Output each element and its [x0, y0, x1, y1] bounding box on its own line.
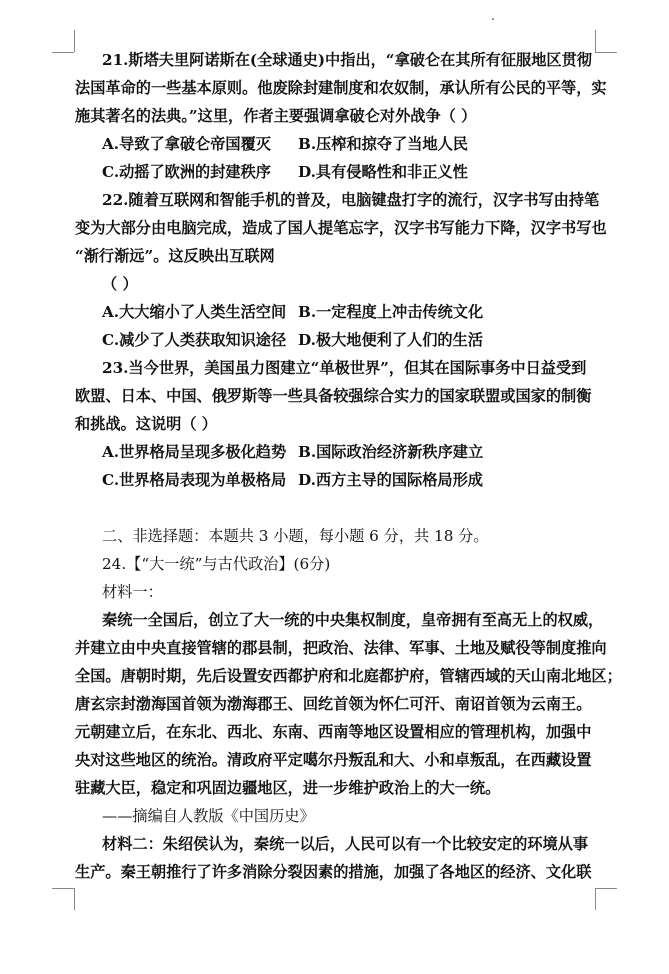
material-1-line-4: 唐玄宗封渤海国首领为渤海郡王、回纥首领为怀仁可汗、南诏首领为云南王。 — [75, 695, 592, 713]
crop-mark-bottom-right-v — [595, 888, 596, 910]
material-1-line-6: 央对这些地区的统治。清政府平定噶尔丹叛乱和大、小和卓叛乱，在西藏设置 — [75, 751, 592, 769]
crop-mark-top-left-v — [74, 30, 75, 52]
q21-line-3: 施其著名的法典。”这里，作者主要强调拿破仑对外战争（ ） — [75, 107, 477, 125]
q22-line-2: 变为大部分由电脑完成，造成了国人提笔忘字，汉字书写能力下降，汉字书写也 — [75, 219, 607, 237]
crop-mark-bottom-right-h — [595, 888, 617, 889]
material-1-source: ——摘编自人教版《中国历史》 — [102, 807, 315, 825]
q22-option-a: A.大大缩小了人类生活空间 — [102, 303, 287, 321]
q22-option-b: B.一定程度上冲击传统文化 — [298, 303, 484, 321]
crop-mark-top-right-v — [595, 30, 596, 52]
q22-option-c: C.减少了人类获取知识途径 — [102, 331, 287, 349]
q23-option-d: D.西方主导的国际格局形成 — [298, 471, 483, 489]
q23-line-3: 和挑战。这说明（ ） — [75, 415, 217, 433]
q23-line-2: 欧盟、日本、中国、俄罗斯等一些具备较强综合实力的国家联盟或国家的制衡 — [75, 387, 592, 405]
q23-option-c: C.世界格局表现为单极格局 — [102, 471, 287, 489]
q22-line-1: 22.随着互联网和智能手机的普及，电脑键盘打字的流行，汉字书写由持笔 — [102, 191, 600, 209]
material-1-line-2: 并建立由中央直接管辖的郡县制，把政治、法律、军事、土地及赋役等制度推向 — [75, 639, 607, 657]
q23-line-1: 23.当今世界，美国虽力图建立“单极世界”，但其在国际事务中日益受到 — [102, 359, 587, 377]
crop-mark-bottom-left-v — [74, 888, 75, 910]
material-1-line-5: 元朝建立后，在东北、西北、东南、西南等地区设置相应的管理机构，加强中 — [75, 723, 592, 741]
q21-line-2: 法国革命的一些基本原则。他废除封建制度和农奴制，承认所有公民的平等，实 — [75, 79, 607, 97]
q21-option-b: B.压榨和掠夺了当地人民 — [298, 135, 468, 153]
material-2-line-1: 材料二：朱绍侯认为，秦统一以后，人民可以有一个比较安定的环境从事 — [102, 835, 588, 853]
q22-line-4: （ ） — [102, 275, 138, 293]
crop-mark-bottom-left-h — [52, 888, 74, 889]
q23-option-a: A.世界格局呈现多极化趋势 — [102, 443, 287, 461]
material-1-line-7: 驻藏大臣，稳定和巩固边疆地区，进一步维护政治上的大一统。 — [75, 779, 501, 797]
q22-line-3: “渐行渐远”。这反映出互联网 — [75, 247, 275, 265]
q21-option-c: C.动摇了欧洲的封建秩序 — [102, 163, 271, 181]
q21-option-a: A.导致了拿破仑帝国覆灭 — [102, 135, 271, 153]
section-heading: 二、非选择题：本题共 3 小题，每小题 6 分，共 18 分。 — [102, 527, 489, 545]
material-1-line-1: 秦统一全国后，创立了大一统的中央集权制度，皇帝拥有至高无上的权威， — [102, 611, 604, 629]
q23-option-b: B.国际政治经济新秩序建立 — [298, 443, 484, 461]
material-1-line-3: 全国。唐朝时期，先后设置安西都护府和北庭都护府，管辖西域的天山南北地区； — [75, 667, 622, 685]
q22-option-d: D.极大地便利了人们的生活 — [298, 331, 483, 349]
material-2-line-2: 生产。秦王朝推行了许多消除分裂因素的措施，加强了各地区的经济、文化联 — [75, 863, 592, 881]
q24-title: 24.【“大一统”与古代政治】(6分) — [102, 555, 331, 573]
q21-option-d: D.具有侵略性和非正义性 — [298, 163, 468, 181]
crop-mark-top-left-h — [52, 52, 74, 53]
crop-mark-top-right-h — [595, 52, 617, 53]
material-1-label: 材料一： — [102, 583, 163, 601]
q21-line-1: 21.斯塔夫里阿诺斯在(全球通史)中指出，“拿破仑在其所有征服地区贯彻 — [102, 51, 592, 69]
page-speck — [492, 18, 494, 20]
